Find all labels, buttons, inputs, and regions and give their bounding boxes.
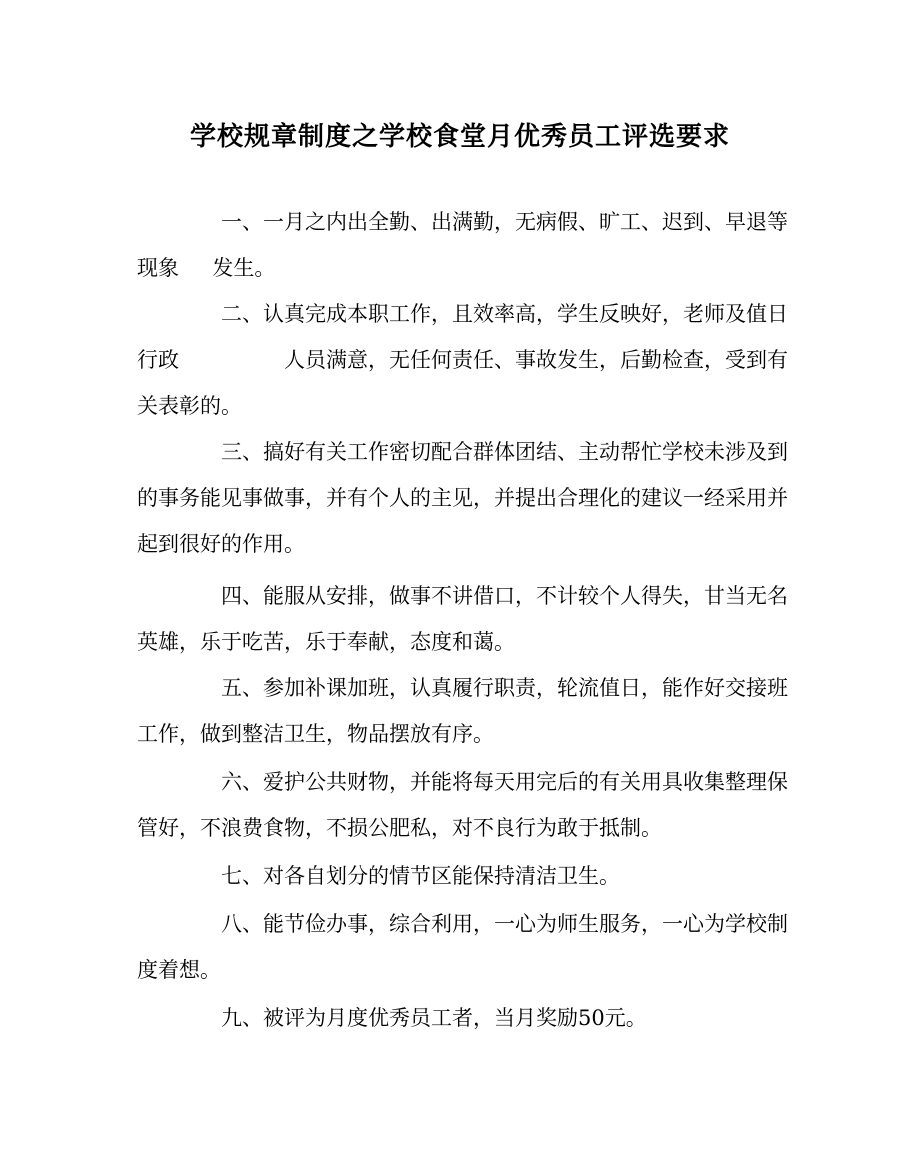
rule-2-line-2b: 人员满意，无任何责任、事故发生，后勤检查，受到有	[284, 348, 788, 372]
rule-5-line-2: 工作，做到整洁卫生，物品摆放有序。	[137, 722, 494, 746]
rule-4-line-2: 英雄，乐于吃苦，乐于奉献，态度和蔼。	[137, 630, 515, 654]
rule-2-line-1: 二、认真完成本职工作，且效率高，学生反映好，老师及值日	[221, 302, 788, 326]
rule-6-line-2: 管好，不浪费食物，不损公肥私，对不良行为敢于抵制。	[137, 816, 662, 840]
rule-2-line-2a: 行政	[137, 348, 179, 372]
rule-7-line-1: 七、对各自划分的情节区能保持清洁卫生。	[221, 864, 620, 888]
rule-5-line-1: 五、参加补课加班，认真履行职责，轮流值日，能作好交接班	[221, 676, 788, 700]
document-title: 学校规章制度之学校食堂月优秀员工评选要求	[189, 122, 730, 152]
rule-4-line-1: 四、能服从安排，做事不讲借口，不计较个人得失，甘当无名	[221, 584, 788, 608]
rule-3-line-2: 的事务能见事做事，并有个人的主见，并提出合理化的建议一经采用并	[137, 486, 788, 510]
rule-1-line-1: 一、一月之内出全勤、出满勤，无病假、旷工、迟到、早退等	[221, 210, 788, 234]
rule-9-line-1: 九、被评为月度优秀员工者，当月奖励50元。	[221, 1006, 647, 1030]
rule-8-line-2: 度着想。	[137, 958, 221, 982]
rule-6-line-1: 六、爱护公共财物，并能将每天用完后的有关用具收集整理保	[221, 770, 788, 794]
rule-8-line-1: 八、能节俭办事，综合利用，一心为师生服务，一心为学校制	[221, 912, 788, 936]
rule-2-line-3: 关表彰的。	[137, 394, 242, 418]
rule-3-line-1: 三、搞好有关工作密切配合群体团结、主动帮忙学校未涉及到	[221, 440, 788, 464]
rule-1-line-2: 现象 发生。	[137, 256, 276, 280]
rule-3-line-3: 起到很好的作用。	[137, 532, 305, 556]
